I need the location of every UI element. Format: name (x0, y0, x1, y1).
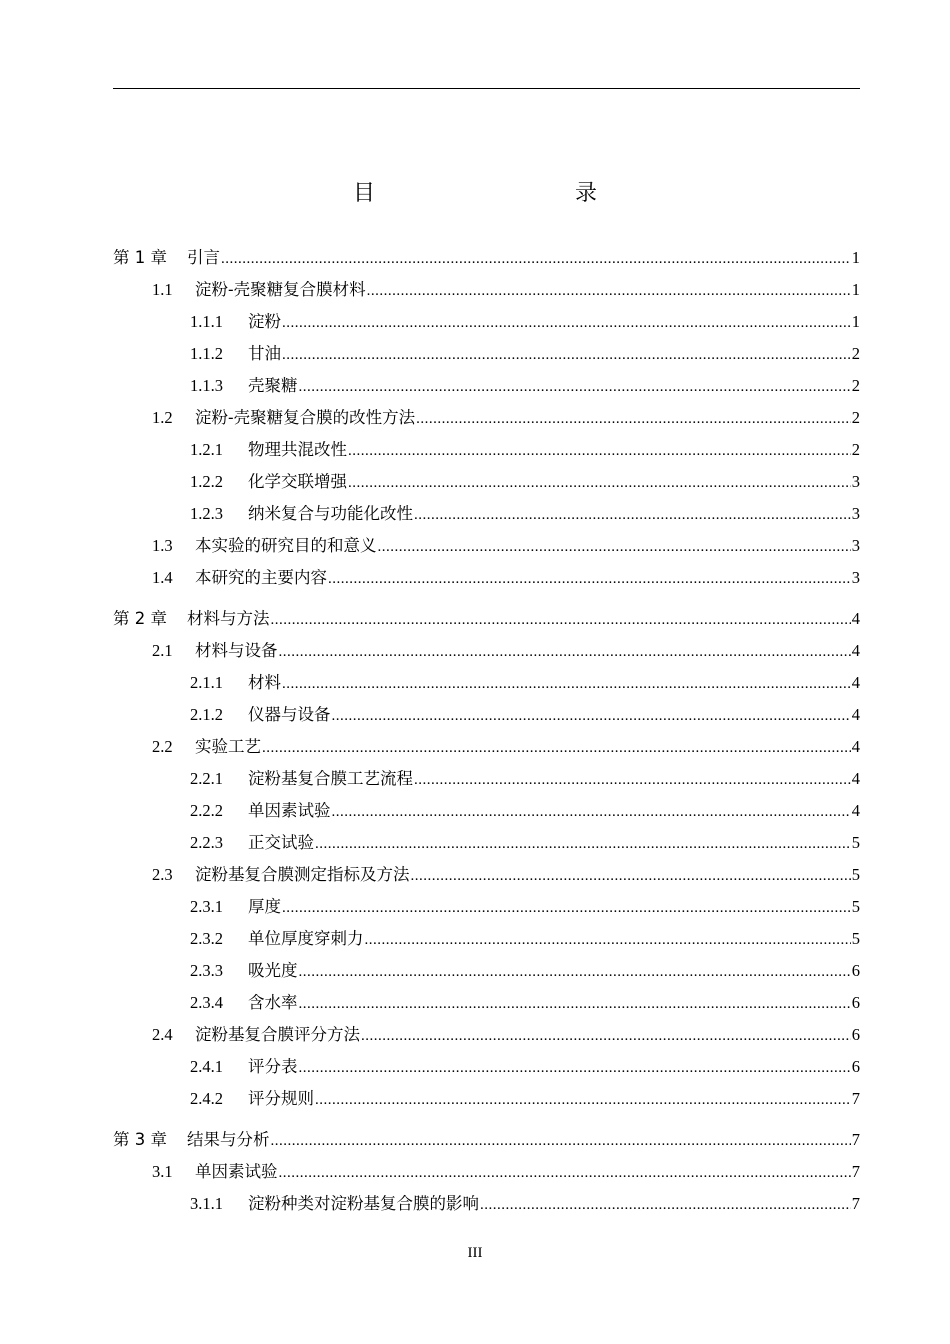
toc-entry-title: 淀粉基复合膜测定指标及方法 (195, 865, 410, 884)
toc-section-entry[interactable] (113, 274, 860, 306)
toc-entry-page: 3 (851, 568, 860, 587)
toc-entry-number: 1.2.3 (190, 504, 223, 523)
toc-entry-title: 淀粉种类对淀粉基复合膜的影响 (248, 1194, 479, 1213)
toc-entry-number: 1.3 (152, 536, 173, 555)
toc-dot-leader (299, 988, 851, 1020)
toc-subsection-entry[interactable] (113, 987, 860, 1019)
toc-entry-page: 2 (851, 376, 860, 395)
toc-dot-leader (332, 700, 851, 732)
toc-dot-leader (282, 892, 851, 924)
toc-entry-page: 6 (851, 1057, 860, 1076)
toc-subsection-entry[interactable] (113, 1188, 860, 1220)
toc-subsection-entry[interactable] (113, 498, 860, 530)
toc-entry-number: 第 1 章 (113, 248, 167, 267)
toc-entry-page: 4 (851, 673, 860, 692)
toc-entry-title: 物理共混改性 (248, 440, 347, 459)
toc-dot-leader (271, 604, 851, 636)
toc-subsection-entry[interactable] (113, 795, 860, 827)
toc-entry-number: 2.1.1 (190, 673, 223, 692)
toc-entry-title: 淀粉 (248, 312, 281, 331)
toc-entry-number: 1.2 (152, 408, 173, 427)
toc-entry-page: 6 (851, 961, 860, 980)
toc-entry-number: 2.4.2 (190, 1089, 223, 1108)
toc-section-entry[interactable] (113, 1156, 860, 1188)
toc-entry-number: 1.2.2 (190, 472, 223, 491)
toc-subsection-entry[interactable] (113, 667, 860, 699)
toc-dot-leader (378, 531, 851, 563)
toc-entry-page: 5 (851, 897, 860, 916)
toc-entry-number: 2.3.3 (190, 961, 223, 980)
toc-dot-leader (348, 435, 851, 467)
toc-subsection-entry[interactable] (113, 338, 860, 370)
toc-entry-title: 单因素试验 (195, 1162, 278, 1181)
toc-entry-title: 纳米复合与功能化改性 (248, 504, 413, 523)
toc-entry-page: 6 (851, 1025, 860, 1044)
toc-section-entry[interactable] (113, 530, 860, 562)
page-number: III (467, 1245, 483, 1261)
toc-subsection-entry[interactable] (113, 1051, 860, 1083)
toc-entry-page: 4 (851, 801, 860, 820)
toc-entry-title: 正交试验 (248, 833, 314, 852)
toc-subsection-entry[interactable] (113, 827, 860, 859)
toc-entry-page: 4 (851, 641, 860, 660)
toc-dot-leader (365, 924, 851, 956)
toc-entry-page: 3 (851, 504, 860, 523)
toc-dot-leader (315, 1084, 851, 1116)
toc-subsection-entry[interactable] (113, 434, 860, 466)
toc-entry-number: 1.1.3 (190, 376, 223, 395)
toc-section-entry[interactable] (113, 635, 860, 667)
header-rule (113, 88, 860, 89)
toc-entry-number: 2.3.4 (190, 993, 223, 1012)
toc-dot-leader (299, 956, 851, 988)
toc-entry-page: 5 (851, 929, 860, 948)
toc-entry-number: 2.4.1 (190, 1057, 223, 1076)
toc-entry-number: 3.1 (152, 1162, 173, 1181)
toc-entry-number: 2.3.1 (190, 897, 223, 916)
toc-entry-page: 6 (851, 993, 860, 1012)
toc-entry-page: 7 (851, 1162, 860, 1181)
toc-entry-number: 1.1 (152, 280, 173, 299)
toc-subsection-entry[interactable] (113, 1083, 860, 1115)
toc-dot-leader (411, 860, 851, 892)
toc-entry-number: 第 3 章 (113, 1130, 167, 1149)
toc-entry-page: 4 (851, 737, 860, 756)
toc-entry-page: 5 (851, 865, 860, 884)
toc-entry-title: 单因素试验 (248, 801, 331, 820)
toc-dot-leader (282, 668, 851, 700)
toc-subsection-entry[interactable] (113, 306, 860, 338)
toc-entry-title: 厚度 (248, 897, 281, 916)
toc-entry-page: 7 (851, 1194, 860, 1213)
toc-entry-page: 4 (851, 769, 860, 788)
toc-entry-title: 评分表 (248, 1057, 298, 1076)
toc-subsection-entry[interactable] (113, 923, 860, 955)
toc-entry-page: 2 (851, 440, 860, 459)
toc-entry-title: 淀粉-壳聚糖复合膜的改性方法 (195, 408, 416, 427)
toc-entry-number: 2.1 (152, 641, 173, 660)
toc-dot-leader (279, 636, 851, 668)
toc-entry-number: 2.2.1 (190, 769, 223, 788)
toc-dot-leader (279, 1157, 851, 1189)
toc-subsection-entry[interactable] (113, 699, 860, 731)
toc-entry-number: 2.2.2 (190, 801, 223, 820)
page-title: 目 录 (352, 181, 649, 206)
toc-chapter-entry[interactable] (113, 603, 860, 635)
toc-dot-leader (416, 403, 851, 435)
toc-entry-title: 材料 (248, 673, 281, 692)
toc-dot-leader (328, 563, 851, 595)
toc-dot-leader (299, 1052, 851, 1084)
toc-entry-page: 3 (851, 472, 860, 491)
toc-entry-title: 本研究的主要内容 (195, 568, 327, 587)
table-of-contents (113, 242, 860, 1220)
toc-subsection-entry[interactable] (113, 466, 860, 498)
toc-subsection-entry[interactable] (113, 370, 860, 402)
toc-entry-number: 2.4 (152, 1025, 173, 1044)
toc-entry-number: 3.1.1 (190, 1194, 223, 1213)
toc-dot-leader (480, 1189, 851, 1221)
toc-dot-leader (361, 1020, 851, 1052)
toc-entry-title: 材料与设备 (195, 641, 278, 660)
toc-entry-page: 1 (851, 248, 860, 267)
toc-dot-leader (348, 467, 851, 499)
toc-entry-page: 5 (851, 833, 860, 852)
toc-entry-title: 含水率 (248, 993, 298, 1012)
toc-entry-page: 1 (851, 312, 860, 331)
toc-entry-page: 2 (851, 344, 860, 363)
toc-entry-title: 吸光度 (248, 961, 298, 980)
toc-dot-leader (221, 243, 851, 275)
toc-entry-title: 材料与方法 (187, 609, 270, 628)
toc-section-entry[interactable] (113, 402, 860, 434)
toc-dot-leader (367, 275, 851, 307)
toc-entry-number: 1.2.1 (190, 440, 223, 459)
toc-entry-number: 1.1.1 (190, 312, 223, 331)
toc-entry-title: 壳聚糖 (248, 376, 298, 395)
toc-section-entry[interactable] (113, 859, 860, 891)
toc-entry-title: 评分规则 (248, 1089, 314, 1108)
toc-entry-page: 4 (851, 705, 860, 724)
toc-entry-number: 1.4 (152, 568, 173, 587)
toc-entry-number: 2.2 (152, 737, 173, 756)
toc-section-entry[interactable] (113, 1019, 860, 1051)
toc-entry-title: 淀粉基复合膜评分方法 (195, 1025, 360, 1044)
toc-section-entry[interactable] (113, 731, 860, 763)
toc-dot-leader (299, 371, 851, 403)
toc-dot-leader (262, 732, 851, 764)
toc-chapter-entry[interactable] (113, 1124, 860, 1156)
toc-entry-title: 仪器与设备 (248, 705, 331, 724)
toc-section-entry[interactable] (113, 562, 860, 594)
toc-dot-leader (282, 339, 851, 371)
toc-entry-title: 引言 (187, 248, 220, 267)
toc-entry-number: 第 2 章 (113, 609, 167, 628)
toc-subsection-entry[interactable] (113, 763, 860, 795)
toc-dot-leader (282, 307, 851, 339)
toc-entry-number: 2.1.2 (190, 705, 223, 724)
toc-entry-number: 2.3 (152, 865, 173, 884)
toc-dot-leader (332, 796, 851, 828)
toc-entry-number: 1.1.2 (190, 344, 223, 363)
toc-subsection-entry[interactable] (113, 955, 860, 987)
toc-dot-leader (414, 764, 851, 796)
toc-dot-leader (414, 499, 851, 531)
toc-entry-page: 1 (851, 280, 860, 299)
toc-entry-page: 7 (851, 1089, 860, 1108)
toc-entry-title: 单位厚度穿刺力 (248, 929, 364, 948)
toc-subsection-entry[interactable] (113, 891, 860, 923)
toc-entry-title: 淀粉-壳聚糖复合膜材料 (195, 280, 366, 299)
toc-entry-number: 2.3.2 (190, 929, 223, 948)
toc-entry-title: 结果与分析 (187, 1130, 270, 1149)
toc-entry-page: 7 (851, 1130, 860, 1149)
toc-entry-number: 2.2.3 (190, 833, 223, 852)
toc-entry-page: 4 (851, 609, 860, 628)
toc-chapter-entry[interactable] (113, 242, 860, 274)
toc-entry-title: 本实验的研究目的和意义 (195, 536, 377, 555)
toc-dot-leader (271, 1125, 851, 1157)
toc-dot-leader (315, 828, 851, 860)
toc-entry-title: 化学交联增强 (248, 472, 347, 491)
toc-entry-title: 甘油 (248, 344, 281, 363)
toc-entry-title: 实验工艺 (195, 737, 261, 756)
toc-entry-page: 2 (851, 408, 860, 427)
toc-entry-page: 3 (851, 536, 860, 555)
toc-entry-title: 淀粉基复合膜工艺流程 (248, 769, 413, 788)
